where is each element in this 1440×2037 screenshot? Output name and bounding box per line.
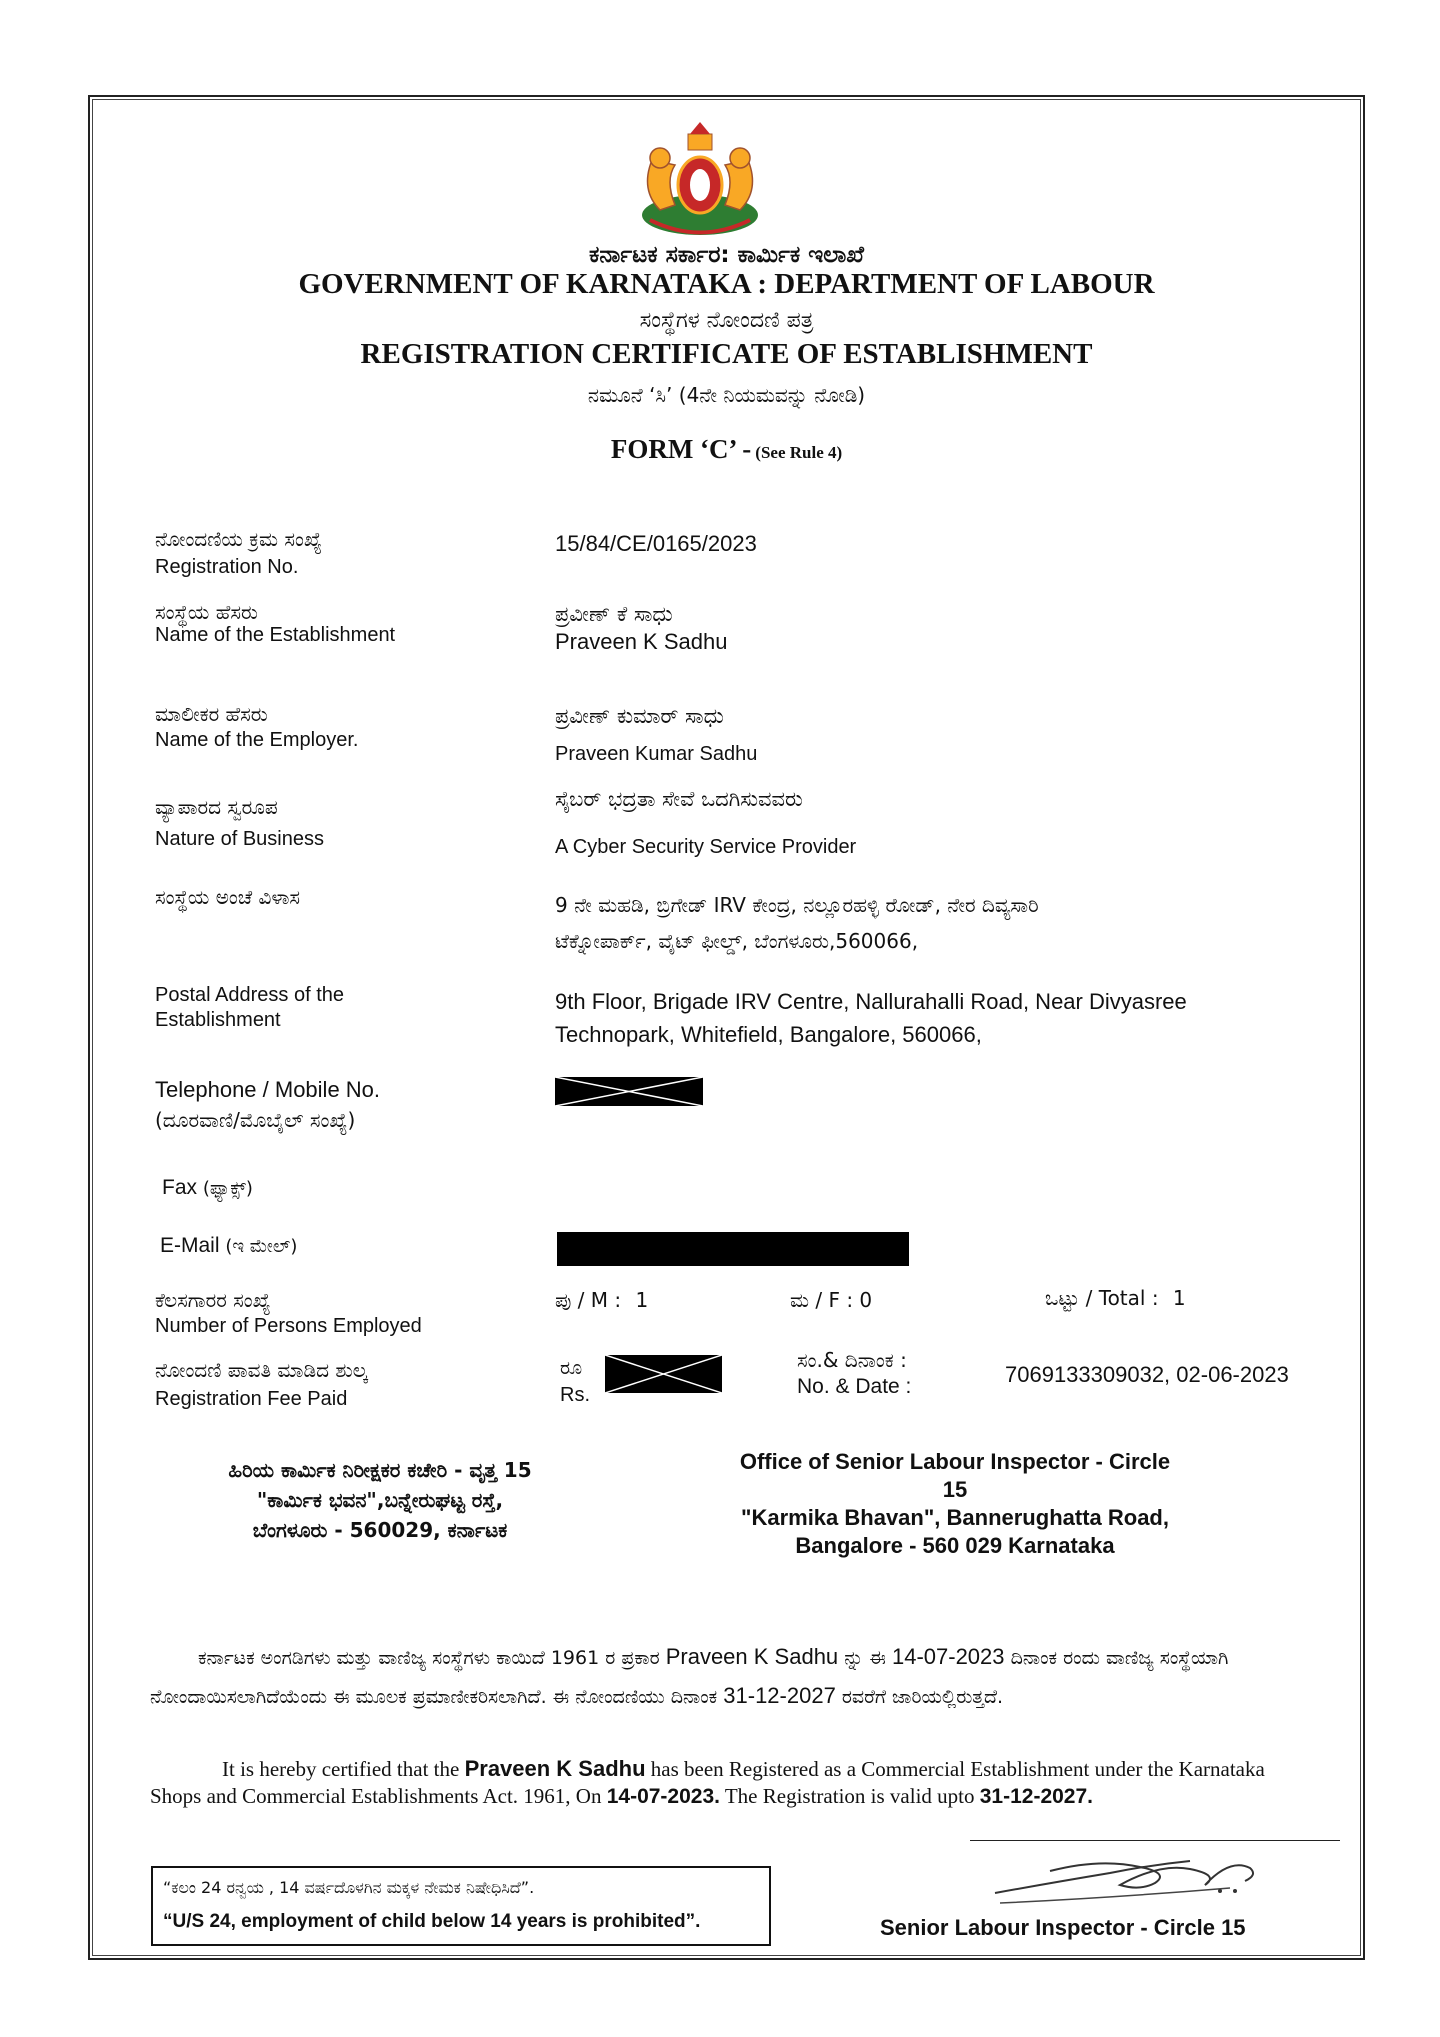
fee-label: Registration Fee Paid	[155, 1388, 348, 1410]
cert-en-part3: The Registration is valid upto	[724, 1784, 975, 1808]
address-value-kn-line2: ಟೆಕ್ನೋಪಾರ್ಕ್, ವೈಟ್ ಫೀಲ್ಡ್, ಬೆಂಗಳೂರು,560066,	[555, 929, 919, 953]
est-name-value: Praveen K Sadhu	[555, 629, 728, 654]
cert-en-part2: has been Registered as a Commercial Establishment under the Karnataka Shops and Commercial Establishments Act. 1961, On	[150, 1757, 1265, 1808]
male-label: ಪು / M :	[555, 1288, 622, 1312]
child-labour-notice	[151, 1866, 771, 1946]
form-kannada: ನಮೂನೆ ‘ಸಿ’ (4ನೇ ನಿಯಮವನ್ನು ನೋಡಿ)	[587, 383, 866, 407]
form-label: FORM ‘C’ -	[610, 434, 752, 464]
certification-english	[150, 1755, 1320, 1810]
business-label: Nature of Business	[155, 828, 324, 850]
employer-label-kn: ಮಾಲೀಕರ ಹೆಸರು	[155, 702, 268, 726]
certification-kannada	[150, 1638, 1320, 1716]
male-count	[555, 1288, 648, 1312]
workers-label-kn: ಕೆಲಸಗಾರರ ಸಂಖ್ಯೆ	[155, 1288, 271, 1312]
office-address	[730, 1448, 1180, 1560]
total-count	[1045, 1286, 1186, 1310]
govt-title: GOVERNMENT OF KARNATAKA : DEPARTMENT OF LABOUR	[298, 268, 1155, 300]
cert-en-name: Praveen K Sadhu	[464, 1756, 646, 1781]
form-rule: (See Rule 4)	[755, 443, 843, 462]
employer-value: Praveen Kumar Sadhu	[555, 743, 758, 765]
employer-label: Name of the Employer.	[155, 729, 359, 751]
certificate-title-kannada: ಸಂಸ್ಥೆಗಳ ನೋಂದಣಿ ಪತ್ರ	[639, 308, 814, 333]
signature	[990, 1843, 1330, 1913]
cert-kn-date: 14-07-2023	[891, 1644, 1005, 1669]
form-title	[92, 434, 1361, 465]
reg-no-label: Registration No.	[155, 556, 299, 578]
business-label-kn: ವ್ಯಾಪಾರದ ಸ್ವರೂಪ	[155, 795, 278, 819]
office-en-line3: Bangalore - 560 029 Karnataka	[795, 1533, 1115, 1558]
address-label-line1: Postal Address of the	[155, 984, 345, 1006]
reg-no-label-kn: ನೋಂದಣಿಯ ಕ್ರಮ ಸಂಖ್ಯೆ	[155, 527, 322, 551]
workers-label: Number of Persons Employed	[155, 1315, 422, 1337]
cert-en-valid: 31-12-2027.	[979, 1785, 1094, 1808]
office-kn-line1: ಹಿರಿಯ ಕಾರ್ಮಿಕ ನಿರೀಕ್ಷಕರ ಕಚೇರಿ - ವೃತ್ತ 15	[228, 1458, 532, 1482]
address-value-line2: Technopark, Whitefield, Bangalore, 560066,	[555, 1022, 982, 1047]
no-date-label-kn: ಸಂ.& ದಿನಾಂಕ :	[797, 1348, 907, 1372]
cert-kn-part4: ರವರೆಗೆ ಜಾರಿಯಲ್ಲಿರುತ್ತದೆ.	[841, 1686, 1004, 1708]
cert-kn-part3: ದಿನಾಂಕ ರಂದು ವಾಣಿಜ್ಯ ಸಂಸ್ಥೆಯಾಗಿ ನೋಂದಾಯಿಸಲಾಗಿದೆಯೆಂದು ಈ ಮೂಲಕ ಪ್ರಮಾಣೀಕರಿಸಲಾಗಿದೆ. ಈ ನೋಂದಣಿಯು ದಿನಾಂಕ	[150, 1647, 1229, 1708]
cert-kn-valid: 31-12-2027	[723, 1683, 836, 1708]
govt-title-kannada: ಕರ್ನಾಟಕ ಸರ್ಕಾರ: ಕಾರ್ಮಿಕ ಇಲಾಖೆ	[589, 242, 864, 268]
est-name-label: Name of the Establishment	[155, 624, 396, 646]
address-value-kn	[555, 887, 1039, 959]
signatory-title: Senior Labour Inspector - Circle 15	[880, 1915, 1246, 1940]
address-value-kn-line1: 9 ನೇ ಮಹಡಿ, ಬ್ರಿಗೇಡ್ IRV ಕೇಂದ್ರ, ನಲ್ಲೂರಹಳ್ಳಿ ರೋಡ್, ನೇರ ದಿವ್ಯಸಾರಿ	[555, 893, 1039, 917]
email-label-en: E-Mail	[160, 1234, 220, 1257]
office-address-kn	[150, 1455, 610, 1545]
office-kn-line2: "ಕಾರ್ಮಿಕ ಭವನ",ಬನ್ನೇರುಘಟ್ಟ ರಸ್ತೆ,	[256, 1488, 504, 1512]
female-count: ಮ / F : 0	[790, 1288, 873, 1312]
male-value: 1	[635, 1288, 649, 1312]
address-value-line1: 9th Floor, Brigade IRV Centre, Nallurahalli Road, Near Divyasree	[555, 989, 1187, 1014]
signature-line	[970, 1840, 1340, 1841]
child-labour-kn: “ಕಲಂ 24 ರನ್ವಯ , 14 ವರ್ಷದೊಳಗಿನ ಮಕ್ಕಳ ನೇಮಕ ನಿಷೇಧಿಸಿದೆ”.	[163, 1878, 535, 1897]
phone-label-kn: (ದೂರವಾಣಿ/ಮೊಬೈಲ್ ಸಂಖ್ಯೆ)	[155, 1108, 356, 1132]
reg-no-value: 15/84/CE/0165/2023	[555, 531, 757, 556]
email-label	[160, 1234, 297, 1258]
est-name-value-kn: ಪ್ರವೀಣ್ ಕೆ ಸಾಧು	[555, 602, 673, 626]
cert-en-part1: It is hereby certified that the	[222, 1757, 460, 1781]
office-kn-line3: ಬೆಂಗಳೂರು - 560029, ಕರ್ನಾಟಕ	[252, 1518, 508, 1542]
est-name-label-kn: ಸಂಸ್ಥೆಯ ಹೆಸರು	[155, 600, 258, 624]
address-label-line2: Establishment	[155, 1009, 281, 1031]
fax-label-en: Fax	[162, 1176, 198, 1199]
no-date-value: 7069133309032, 02-06-2023	[1005, 1362, 1289, 1387]
office-en-line2: "Karmika Bhavan", Bannerughatta Road,	[741, 1505, 1169, 1530]
cert-kn-part2: ನ್ನು ಈ	[844, 1647, 886, 1669]
rupee-label: Rs.	[560, 1384, 590, 1406]
child-labour-en: “U/S 24, employment of child below 14 years is prohibited”.	[163, 1911, 701, 1932]
address-label	[155, 983, 344, 1033]
email-label-kn: (ಇ ಮೇಲ್)	[225, 1236, 298, 1257]
phone-label: Telephone / Mobile No.	[155, 1077, 381, 1102]
address-value	[555, 985, 1187, 1051]
no-date-label: No. & Date :	[797, 1375, 912, 1398]
cert-en-date: 14-07-2023.	[606, 1785, 720, 1808]
business-value-kn: ಸೈಬರ್ ಭದ್ರತಾ ಸೇವೆ ಒದಗಿಸುವವರು	[555, 787, 803, 811]
email-redaction	[557, 1232, 909, 1266]
business-value: A Cyber Security Service Provider	[555, 836, 857, 858]
fee-label-kn: ನೋಂದಣಿ ಪಾವತಿ ಮಾಡಿದ ಶುಲ್ಕ	[155, 1358, 368, 1382]
fee-redaction	[605, 1355, 722, 1393]
phone-redaction	[555, 1077, 703, 1106]
cert-kn-name: Praveen K Sadhu	[665, 1644, 839, 1669]
fax-label-kn: (ಫ್ಯಾಕ್ಸ್)	[202, 1178, 253, 1199]
rupee-label-kn: ರೂ	[560, 1357, 583, 1379]
karnataka-emblem	[630, 120, 770, 245]
total-label: ಒಟ್ಟು / Total :	[1045, 1286, 1159, 1310]
fax-label	[162, 1176, 253, 1200]
total-value: 1	[1172, 1286, 1186, 1310]
office-en-line1: Office of Senior Labour Inspector - Circle 15	[739, 1449, 1171, 1502]
address-label-kn: ಸಂಸ್ಥೆಯ ಅಂಚೆ ವಿಳಾಸ	[155, 885, 300, 909]
certificate-title: REGISTRATION CERTIFICATE OF ESTABLISHMENT	[360, 338, 1093, 370]
employer-value-kn: ಪ್ರವೀಣ್ ಕುಮಾರ್ ಸಾಧು	[555, 704, 724, 728]
cert-kn-part1: ಕರ್ನಾಟಕ ಅಂಗಡಿಗಳು ಮತ್ತು ವಾಣಿಜ್ಯ ಸಂಸ್ಥೆಗಳು ಕಾಯಿದೆ 1961 ರ ಪ್ರಕಾರ	[198, 1647, 660, 1669]
